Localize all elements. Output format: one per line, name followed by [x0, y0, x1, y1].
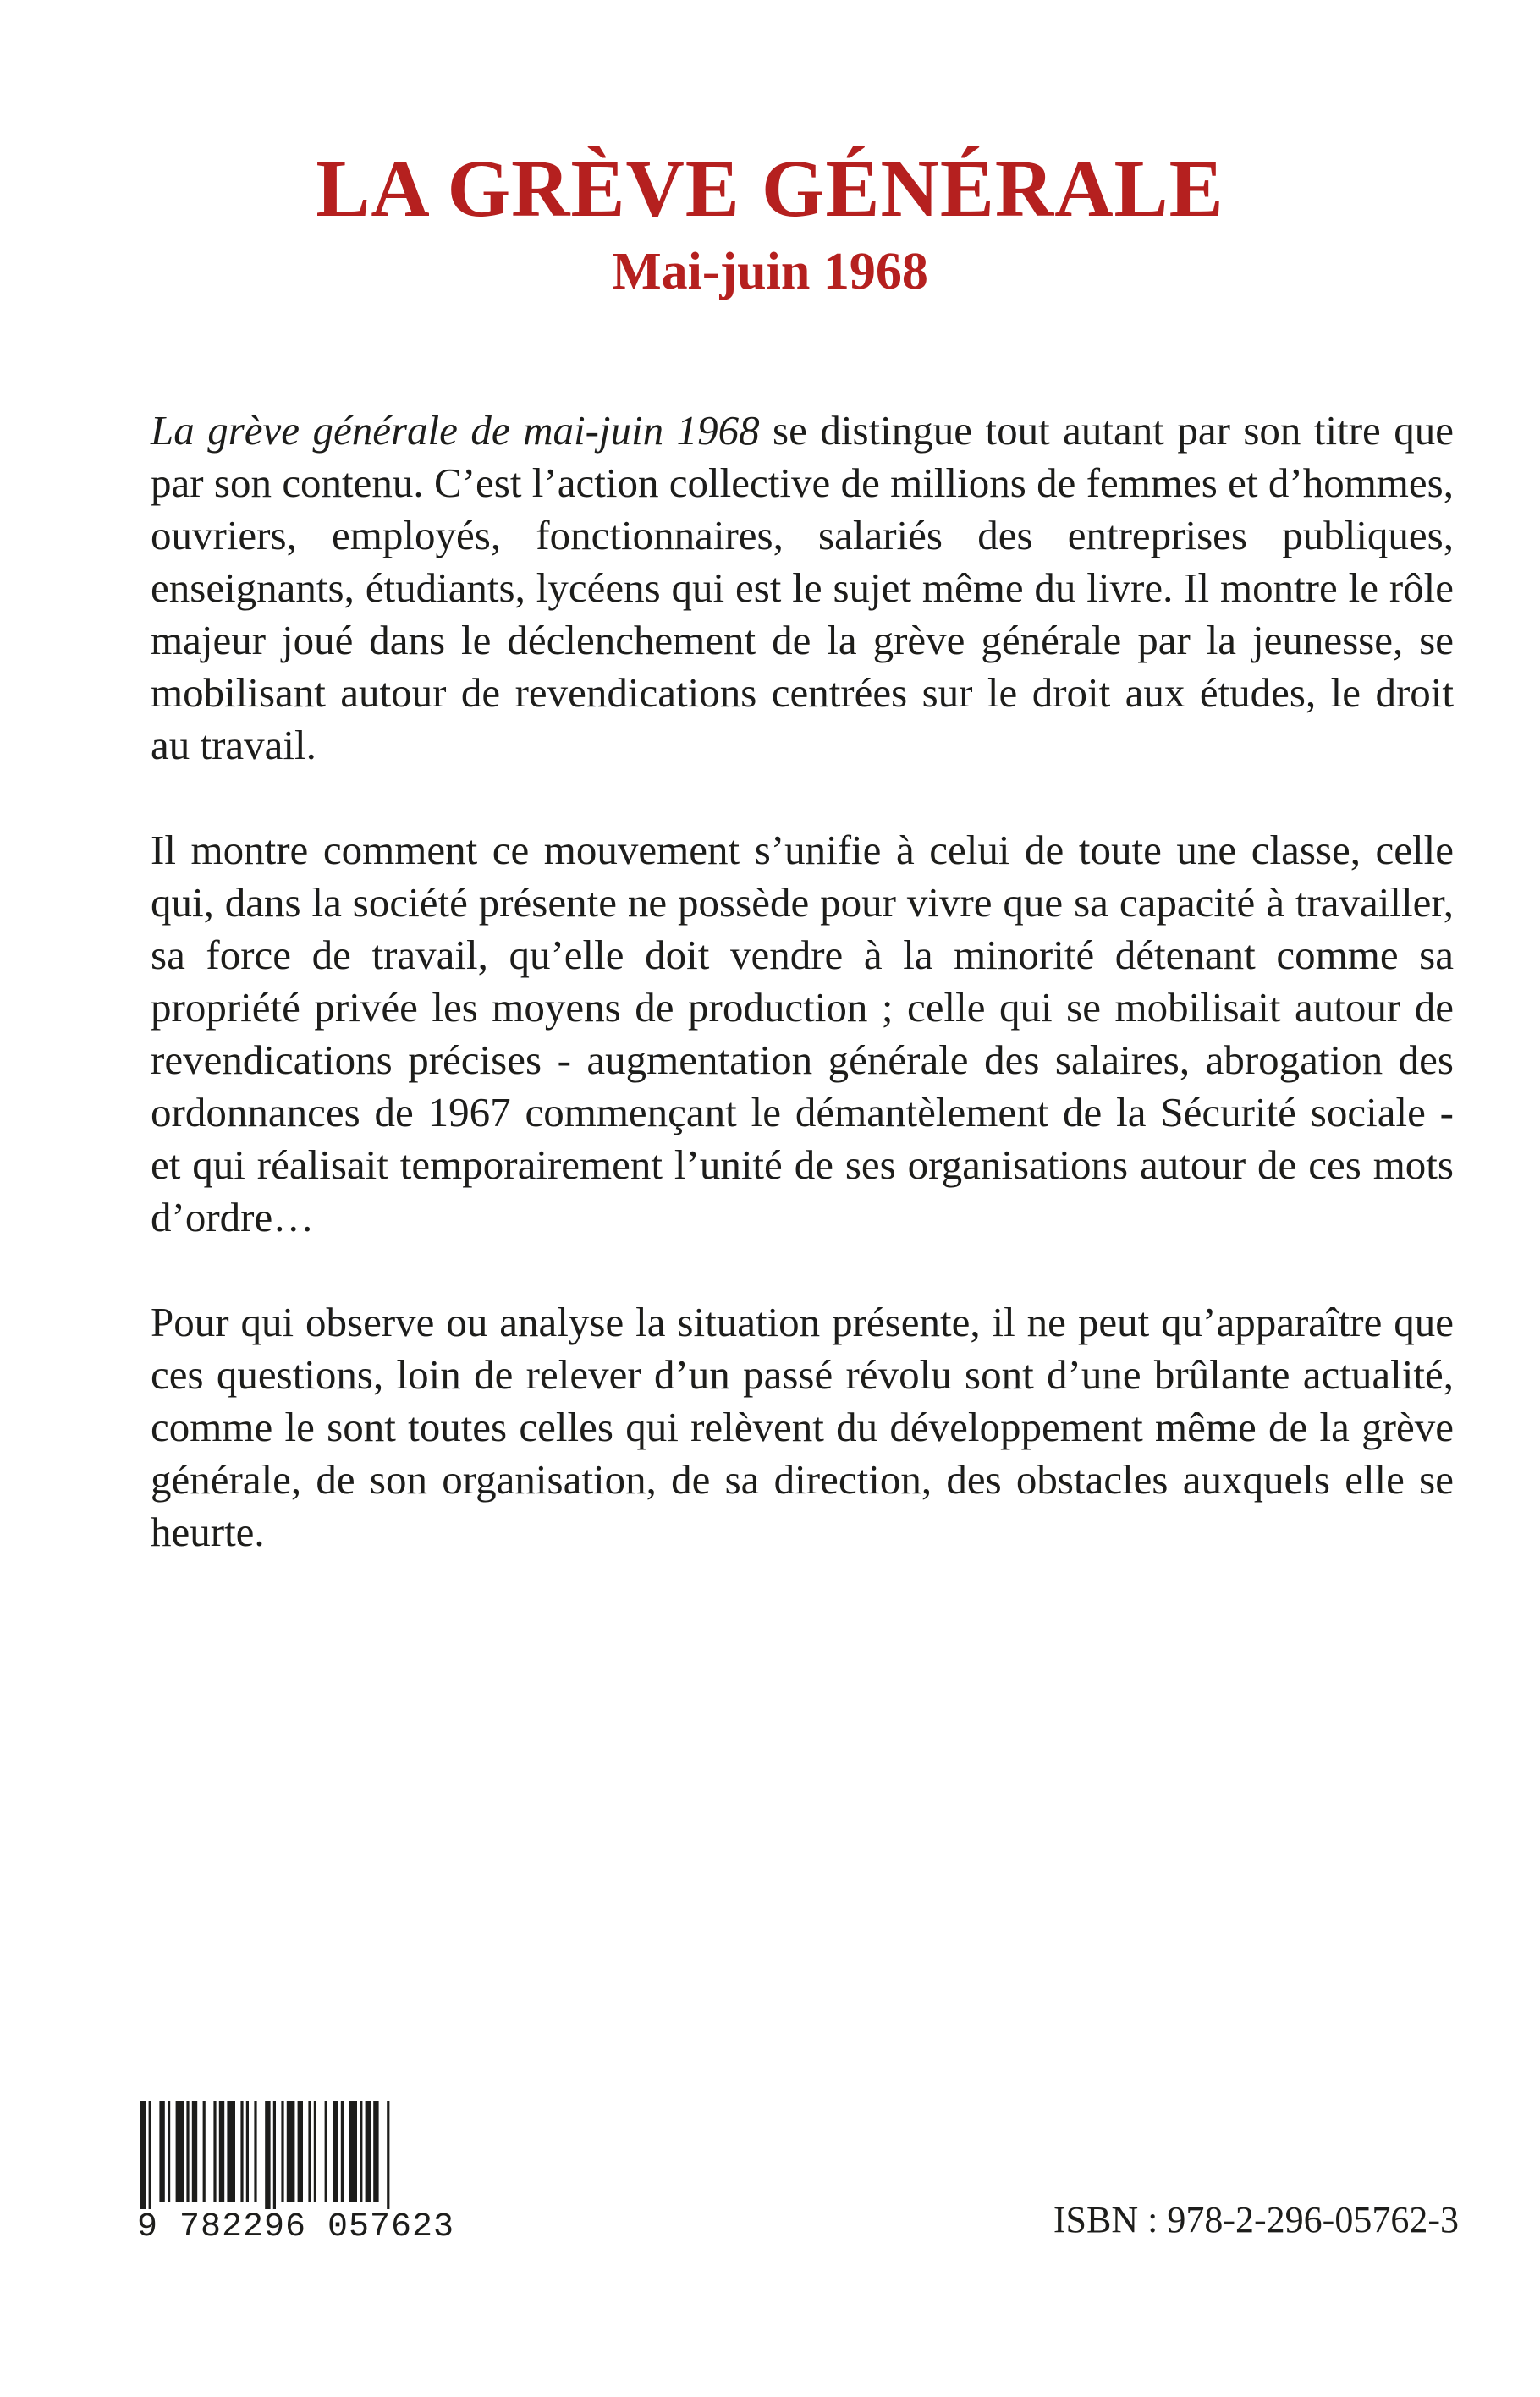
- barcode-bar: [192, 2101, 197, 2202]
- barcode-bar: [341, 2101, 344, 2202]
- barcode-bar: [213, 2101, 216, 2202]
- barcode-bar: [373, 2101, 378, 2202]
- paragraph-3: Pour qui observe ou analyse la situation présente, il ne peut qu’apparaître que ces questions, loin de relever d’un passé révolu sont d’une brûlante actualité, comme le sont toutes celles qui relèvent du développement même de la grève générale, de son organisation, de sa direction, des obstacles auxquels elle se heurte.: [151, 1299, 1454, 1555]
- barcode-bar: [265, 2101, 270, 2209]
- barcode-bar: [360, 2101, 362, 2202]
- barcode-bars: [137, 2101, 476, 2211]
- barcode-bar: [149, 2101, 151, 2209]
- barcode-bar: [349, 2101, 357, 2202]
- barcode-digits: 9 782296 057623: [137, 2208, 455, 2246]
- barcode: [137, 2101, 476, 2246]
- paragraph-1: [151, 404, 1454, 772]
- barcode-bar: [176, 2101, 184, 2202]
- paragraph-1-text: se distingue tout autant par son titre que par son contenu. C’est l’action collective de millions de femmes et d’hommes, ouvriers, employés, fonctionnaires, salariés des entreprises publiques, enseignants, étudiants, lycéens qui est le sujet même du livre. Il montre le rôle majeur joué dans le déclenchement de la grève générale par la jeunesse, se mobilisant autour de revendications centrées sur le droit aux études, le droit au travail.: [151, 407, 1454, 768]
- barcode-bar: [333, 2101, 338, 2202]
- barcode-bar: [227, 2101, 235, 2202]
- barcode-bar: [298, 2101, 303, 2202]
- barcode-bar: [159, 2101, 164, 2202]
- paragraph-2: Il montre comment ce mouvement s’unifie à celui de toute une classe, celle qui, dans la société présente ne possède pour vivre que sa capacité à travailler, sa force de travail, qu’elle doit vendre à la minorité détenant comme sa propriété privée les moyens de production ; celle qui se mobilisait autour de revendications précises - augmentation générale des salaires, abrogation des ordonnances de 1967 commençant le démantèlement de la Sécurité sociale - et qui réalisait temporairement l’unité de ses organisations autour de ces mots d’ordre…: [151, 827, 1454, 1240]
- barcode-bar: [273, 2101, 276, 2209]
- barcode-bar: [308, 2101, 311, 2202]
- barcode-bar: [254, 2101, 256, 2202]
- back-cover-text: [151, 404, 1454, 1611]
- barcode-bar: [186, 2101, 189, 2202]
- barcode-bar: [203, 2101, 206, 2202]
- barcode-bar: [314, 2101, 316, 2202]
- book-title: LA GRÈVE GÉNÉRALE: [316, 143, 1224, 234]
- isbn-number: ISBN : 978-2-296-05762-3: [1053, 2199, 1459, 2240]
- barcode-bar: [387, 2101, 389, 2209]
- barcode-bar: [219, 2101, 224, 2202]
- book-subtitle: Mai-juin 1968: [612, 243, 928, 300]
- barcode-bar: [287, 2101, 295, 2202]
- barcode-bar: [168, 2101, 170, 2202]
- barcode-bar: [140, 2101, 146, 2209]
- barcode-bar: [281, 2101, 283, 2202]
- barcode-bar: [246, 2101, 249, 2202]
- paragraph-1-italic-title: La grève générale de mai-juin 1968: [151, 407, 760, 454]
- barcode-bar: [325, 2101, 327, 2202]
- barcode-bar: [240, 2101, 243, 2202]
- barcode-bar: [366, 2101, 371, 2202]
